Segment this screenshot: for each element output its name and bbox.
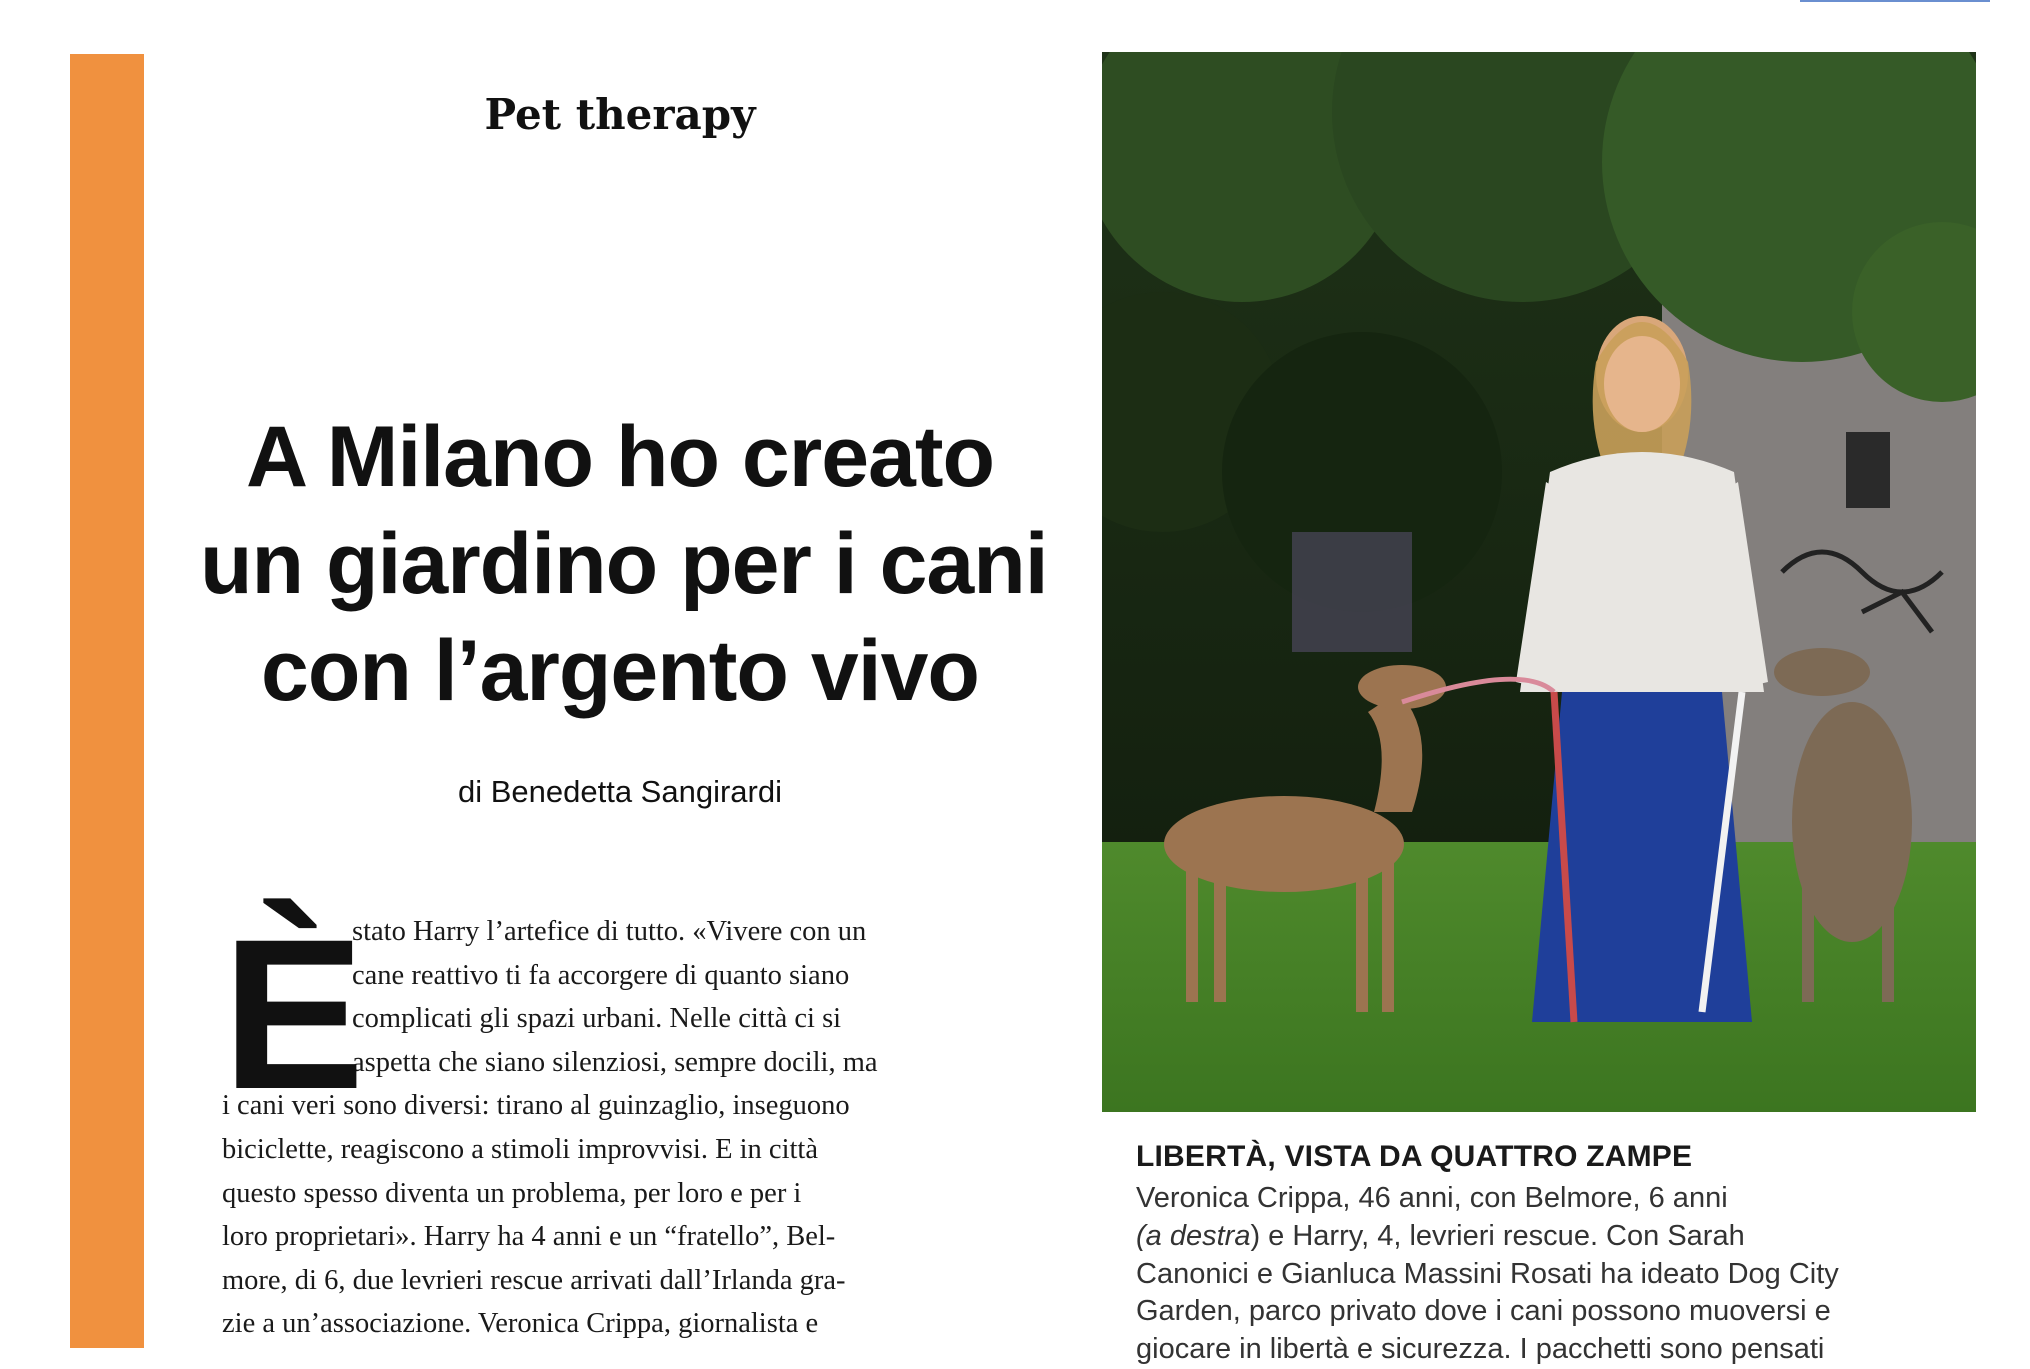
- body-line: cane reattivo ti fa accorgere di quanto siano: [352, 959, 850, 991]
- byline: di Benedetta Sangirardi: [457, 774, 782, 809]
- drop-cap: [222, 895, 365, 1134]
- headline-line: A Milano ho creato: [245, 409, 995, 505]
- caption-line: [1136, 1218, 1896, 1256]
- caption-line: Garden, parco privato dove i cani possono muoversi e: [1136, 1295, 1831, 1328]
- body-line: complicati gli spazi urbani. Nelle città ci si: [352, 1003, 842, 1035]
- headline: [200, 404, 1048, 725]
- caption-line: Veronica Crippa, 46 anni, con Belmore, 6 anni: [1136, 1182, 1728, 1214]
- body-line: i cani veri sono diversi: tirano al guinzaglio, inseguono: [222, 1090, 850, 1122]
- headline-line: un giardino per i cani: [200, 516, 1048, 612]
- body-line: zie a un’associazione. Veronica Crippa, giornalista e: [222, 1308, 819, 1340]
- photo-caption: [1136, 1140, 1896, 1369]
- article-body: [222, 895, 982, 1346]
- corner-mark: [1800, 0, 1990, 2]
- body-line: questo spesso diventa un problema, per loro e per i: [222, 1177, 802, 1209]
- drop-cap-letter: È: [222, 895, 365, 1134]
- caption-text: ) e Harry, 4, levrieri rescue. Con Sarah: [1250, 1219, 1745, 1252]
- headline-line: con l’argento vivo: [261, 623, 979, 719]
- body-line: more, di 6, due levrieri rescue arrivati dall’Irlanda gra-: [222, 1264, 846, 1296]
- body-line: loro proprietari». Harry ha 4 anni e un “fratello”, Bel-: [222, 1221, 836, 1253]
- caption-italic: (a destra: [1136, 1219, 1251, 1252]
- photo-illustration: [1102, 52, 1976, 1112]
- body-line: aspetta che siano silenziosi, sempre docili, ma: [352, 1046, 878, 1078]
- body-line: stato Harry l’artefice di tutto. «Vivere con un: [352, 916, 867, 947]
- accent-bar: [70, 54, 144, 1348]
- caption-title: LIBERTÀ, VISTA DA QUATTRO ZAMPE: [1136, 1140, 1693, 1173]
- caption-line: giocare in libertà e sicurezza. I pacchetti sono pensati: [1136, 1333, 1825, 1366]
- body-line: biciclette, reagiscono a stimoli improvvisi. E in città: [222, 1133, 818, 1165]
- section-kicker: Pet therapy: [484, 90, 756, 139]
- woman-with-two-greyhounds-photo: [1102, 52, 1976, 1112]
- caption-line: Canonici e Gianluca Massini Rosati ha ideato Dog City: [1136, 1257, 1839, 1290]
